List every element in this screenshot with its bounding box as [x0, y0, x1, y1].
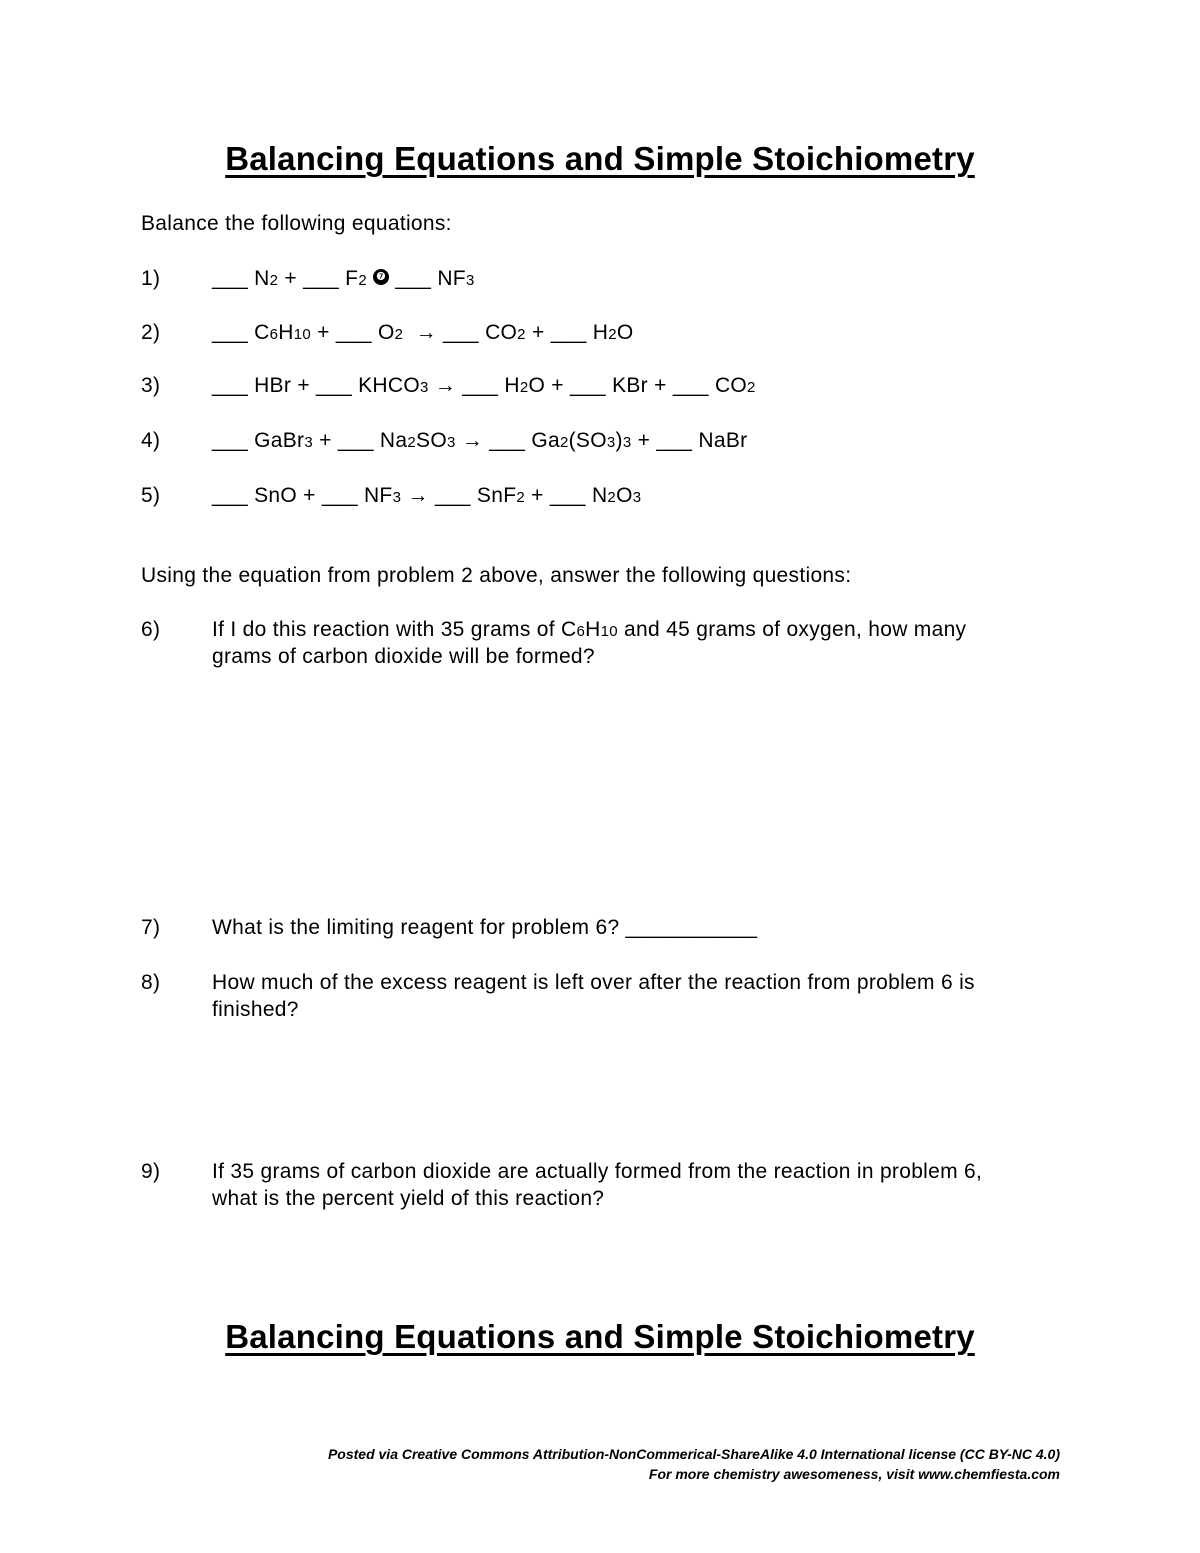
- problem-6-line-1: If I do this reaction with 35 grams of C6H10 and 45 grams of oxygen, how many: [212, 618, 967, 641]
- problem-2-number: 2): [141, 321, 161, 344]
- questions-intro: Using the equation from problem 2 above, answer the following questions:: [141, 564, 852, 587]
- equation-4: ___ GaBr3 + ___ Na2SO3 → ___ Ga2(SO3)3 + ___ NaBr: [212, 429, 748, 452]
- problem-9-line-1: If 35 grams of carbon dioxide are actually formed from the reaction in problem 6,: [212, 1160, 983, 1183]
- equation-1: ___ N2 + ___ F2 ❼ ___ NF3: [212, 267, 475, 290]
- problem-9-number: 9): [141, 1160, 161, 1183]
- problem-7-number: 7): [141, 916, 161, 939]
- problem-5-number: 5): [141, 484, 161, 507]
- problem-8-line-2: finished?: [212, 998, 299, 1021]
- website-footer: For more chemistry awesomeness, visit www.chemfiesta.com: [648, 1466, 1060, 1482]
- problem-9-line-2: what is the percent yield of this reaction?: [212, 1187, 605, 1210]
- instructions: Balance the following equations:: [141, 212, 452, 235]
- problem-6-number: 6): [141, 618, 161, 641]
- equation-2: ___ C6H10 + ___ O2 → ___ CO2 + ___ H2O: [212, 321, 634, 344]
- license-footer: Posted via Creative Commons Attribution-NonCommerical-ShareAlike 4.0 International license (CC BY-NC 4.0): [327, 1446, 1060, 1462]
- problem-8-number: 8): [141, 971, 161, 994]
- page-title: Balancing Equations and Simple Stoichiometry: [225, 140, 975, 177]
- problem-7-text: What is the limiting reagent for problem 6? ___________: [212, 916, 758, 939]
- equation-3: ___ HBr + ___ KHCO3 → ___ H2O + ___ KBr + ___ CO2: [212, 374, 756, 397]
- problem-4-number: 4): [141, 429, 161, 452]
- equation-5: ___ SnO + ___ NF3 → ___ SnF2 + ___ N2O3: [212, 484, 642, 507]
- problem-3-number: 3): [141, 374, 161, 397]
- problem-6-line-2: grams of carbon dioxide will be formed?: [212, 645, 595, 668]
- repeated-title: Balancing Equations and Simple Stoichiometry: [225, 1318, 975, 1355]
- circled-arrow-icon: ❼: [373, 269, 389, 285]
- problem-1-number: 1): [141, 267, 161, 290]
- problem-8-line-1: How much of the excess reagent is left over after the reaction from problem 6 is: [212, 971, 975, 994]
